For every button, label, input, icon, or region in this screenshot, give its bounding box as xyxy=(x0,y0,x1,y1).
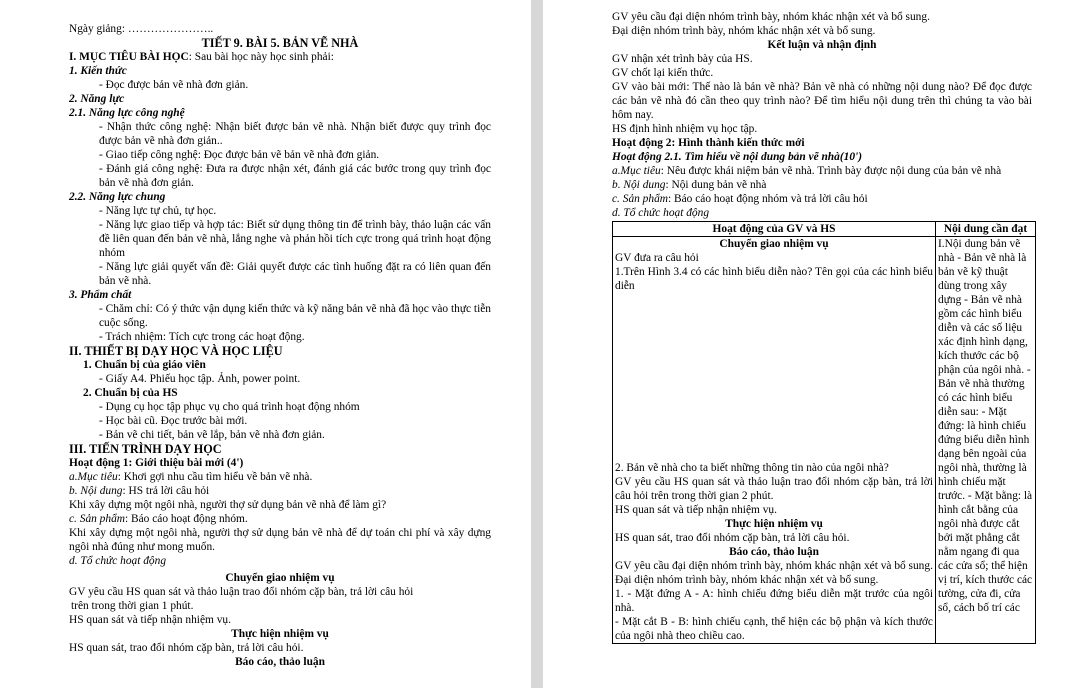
content-text: : HS trả lời câu hỏi xyxy=(122,485,210,497)
task-line-3: HS quan sát và tiếp nhận nhiệm vụ. xyxy=(69,614,231,626)
org-label: d. Tổ chức hoạt động xyxy=(69,555,167,567)
quality-item-2: - Trách nhiệm: Tích cực trong các hoạt động. xyxy=(99,331,305,343)
objectives-intro: : Sau bài học này học sinh phải: xyxy=(188,51,334,63)
quality-heading: 3. Phẩm chất xyxy=(69,289,132,301)
tech-item-2: - Giao tiếp công nghệ: Đọc được bản vẽ bản vẽ nhà đơn giản. xyxy=(99,149,380,161)
table-content-text: I.Nội dung bản vẽ nhà - Bản vẽ nhà là bản vẽ kỹ thuật dùng trong xây dựng - Bản vẽ nhà gồm các hình biểu diễn và các số liệu xác định hình dạng, kích thước các bộ phận của ngôi nhà. - Bản vẽ nhà thường có các hình biểu diễn sau: - Mặt đứng: là hình chiếu đứng biểu diễn hình dạng bên ngoài của ngôi nhà, thường là hình chiếu mặt trước. - Mặt bằng: là hình cắt bằng của ngôi nhà được cắt bởi mặt phẳng cắt nằm ngang đi qua các cửa sổ; thể hiện vị trí, kích thước các tường, cửa đi, cửa sổ, cách bố trí các xyxy=(938,238,1033,614)
general-item-3: - Năng lực giải quyết vấn đề: Giải quyết được các tình huống đặt ra có liên quan đến bản vẽ nhà. xyxy=(99,261,491,287)
do-line-1: HS quan sát, trao đổi nhóm cặp bàn, trả lời câu hỏi. xyxy=(69,642,304,654)
question-text: Khi xây dựng một ngôi nhà, người thợ sử dụng bản vẽ nhà để làm gì? xyxy=(69,499,387,511)
process-heading: III. TIẾN TRÌNH DẠY HỌC xyxy=(69,442,222,456)
right-goal-text: : Nêu được khái niệm bản vẽ nhà. Trình bày được nội dung của bản vẽ nhà xyxy=(660,165,1002,177)
table-row xyxy=(613,237,1036,644)
right-line-6: HS định hình nhiệm vụ học tập. xyxy=(612,123,758,135)
objectives-heading: I. MỤC TIÊU BÀI HỌC xyxy=(69,51,189,63)
tech-competence-heading: 2.1. Năng lực công nghệ xyxy=(69,107,185,119)
lesson-title: TIẾT 9. BÀI 5. BẢN VẼ NHÀ xyxy=(201,36,359,50)
do-heading: Thực hiện nhiệm vụ xyxy=(231,628,329,640)
general-item-1: - Năng lực tự chủ, tự học. xyxy=(99,205,217,217)
right-content-label: b. Nội dung xyxy=(612,179,666,191)
right-line-3: GV nhận xét trình bày của HS. xyxy=(612,53,753,65)
general-item-2: - Năng lực giao tiếp và hợp tác: Biết sử dụng thông tin để trình bày, thảo luận các vấn đề liên quan đến bản vẽ nhà, lắng nghe và phản hồi tích cực trong quá trình hoạt động nhóm xyxy=(99,219,491,259)
knowledge-heading: 1. Kiến thức xyxy=(69,65,127,77)
teacher-prep-heading: 1. Chuẩn bị của giáo viên xyxy=(83,359,206,371)
activity-table xyxy=(612,221,1036,644)
activity21-heading: Hoạt động 2.1. Tìm hiểu về nội dung bản vẽ nhà(10') xyxy=(612,151,862,163)
table-task-1: GV đưa ra câu hỏi xyxy=(615,252,699,264)
table-task-3: HS quan sát và tiếp nhận nhiệm vụ. xyxy=(615,504,777,516)
product-label: c. Sản phẩm xyxy=(69,513,125,525)
competence-heading: 2. Năng lực xyxy=(69,93,125,105)
student-prep-item-3: - Bản vẽ chi tiết, bản vẽ lắp, bản vẽ nhà đơn giản. xyxy=(99,429,325,441)
table-task-heading: Chuyển giao nhiệm vụ xyxy=(719,238,829,250)
teacher-prep-item: - Giấy A4. Phiếu học tập. Ảnh, power point. xyxy=(99,373,301,385)
equipment-heading: II. THIẾT BỊ DẠY HỌC VÀ HỌC LIỆU xyxy=(69,344,283,358)
answer-text: Khi xây dựng một ngôi nhà, người thợ sử dụng bản vẽ nhà để dự toán chi phí và xây dựng ngôi nhà đúng như mong muốn. xyxy=(69,527,491,553)
goal-label: a.Mục tiêu xyxy=(69,471,118,483)
right-product-label: c. Sản phẩm xyxy=(612,193,668,205)
task-line-2: trên trong thời gian 1 phút. xyxy=(71,600,194,612)
report-heading: Báo cáo, thảo luận xyxy=(235,656,325,668)
table-report-heading: Báo cáo, thảo luận xyxy=(729,546,819,558)
goal-text: : Khơi gợi nhu cầu tìm hiểu về bản vẽ nhà. xyxy=(117,471,313,483)
activity2-heading: Hoạt động 2: Hình thành kiến thức mới xyxy=(612,137,805,149)
col1-header: Hoạt động của GV và HS xyxy=(613,222,936,237)
left-page xyxy=(0,0,531,688)
table-do-1: HS quan sát, trao đổi nhóm cặp bàn, trả lời câu hỏi. xyxy=(615,532,850,544)
table-report-2: Đại diện nhóm trình bày, nhóm khác nhận xét và bổ sung. xyxy=(615,574,879,586)
right-org-label: d. Tổ chức hoạt động xyxy=(612,207,710,219)
quality-item-1: - Chăm chỉ: Có ý thức vận dụng kiến thức và kỹ năng bản vẽ nhà đã học vào thực tiễn cuộc sống. xyxy=(99,303,491,329)
date-line: Ngày giảng: ………………….. xyxy=(69,23,214,35)
right-line-1: GV yêu cầu đại diện nhóm trình bày, nhóm khác nhận xét và bổ sung. xyxy=(612,11,930,23)
right-goal-label: a.Mục tiêu xyxy=(612,165,661,177)
table-task-2: GV yêu cầu HS quan sát và thảo luận trao đổi nhóm cặp bàn, trả lời câu hỏi trên trong thời gian 2 phút. xyxy=(615,476,933,502)
right-content-text: : Nội dung bản vẽ nhà xyxy=(665,179,767,191)
product-text: : Báo cáo hoạt động nhóm. xyxy=(125,513,248,525)
student-prep-heading: 2. Chuẩn bị của HS xyxy=(83,387,178,399)
table-report-3: 1. - Mặt đứng A - A: hình chiếu đứng biểu diễn mặt trước của ngôi nhà. xyxy=(615,588,933,614)
activity1-heading: Hoạt động 1: Giới thiệu bài mới (4') xyxy=(69,457,244,469)
tech-item-3: - Đánh giá công nghệ: Đưa ra được nhận xét, đánh giá các bước trong quy trình đọc bản vẽ nhà đơn giản. xyxy=(99,163,491,189)
table-report-4: - Mặt cắt B - B: hình chiếu cạnh, thể hiện các bộ phận và kích thước của ngôi nhà theo chiều cao. xyxy=(615,616,933,642)
teacher-student-cell xyxy=(613,237,936,644)
right-line-4: GV chốt lại kiến thức. xyxy=(612,67,714,79)
student-prep-item-1: - Dụng cụ học tập phục vụ cho quá trình hoạt động nhóm xyxy=(99,401,360,413)
right-page xyxy=(543,0,1072,688)
table-task-q2: 2. Bản vẽ nhà cho ta biết những thông tin nào của ngôi nhà? xyxy=(615,462,889,474)
content-cell xyxy=(936,237,1036,644)
task-heading: Chuyển giao nhiệm vụ xyxy=(225,572,335,584)
right-line-5: GV vào bài mới: Thế nào là bản vẽ nhà? Bản vẽ nhà có những nội dung nào? Để đọc được các bản vẽ nhà đó cần theo quy trình nào? Để tìm hiểu nội dung trên thì chúng ta vào bài hôm nay. xyxy=(612,81,1032,121)
table-do-heading: Thực hiện nhiệm vụ xyxy=(725,518,823,530)
right-product-text: : Báo cáo hoạt động nhóm và trả lời câu hỏi xyxy=(668,193,868,205)
table-report-1: GV yêu cầu đại diện nhóm trình bày, nhóm khác nhận xét và bổ sung. xyxy=(615,560,933,572)
tech-item-1: - Nhận thức công nghệ: Nhận biết được bản vẽ nhà. Nhận biết được quy trình đọc được bản vẽ nhà đơn giản.. xyxy=(99,121,491,147)
student-prep-item-2: - Học bài cũ. Đọc trước bài mới. xyxy=(99,415,248,427)
right-line-2: Đại diện nhóm trình bày, nhóm khác nhận xét và bổ sung. xyxy=(612,25,876,37)
conclusion-heading: Kết luận và nhận định xyxy=(767,39,877,51)
knowledge-item: - Đọc được bản vẽ nhà đơn giản. xyxy=(99,79,249,91)
content-label: b. Nội dung xyxy=(69,485,123,497)
general-competence-heading: 2.2. Năng lực chung xyxy=(69,191,166,203)
table-task-q1: 1.Trên Hình 3.4 có các hình biểu diễn nào? Tên gọi của các hình biểu diễn xyxy=(615,266,933,292)
table-header-row xyxy=(613,222,1036,237)
col2-header: Nội dung cần đạt xyxy=(936,222,1036,237)
task-line-1: GV yêu cầu HS quan sát và thảo luận trao đổi nhóm cặp bàn, trả lời câu hỏi xyxy=(69,586,414,598)
